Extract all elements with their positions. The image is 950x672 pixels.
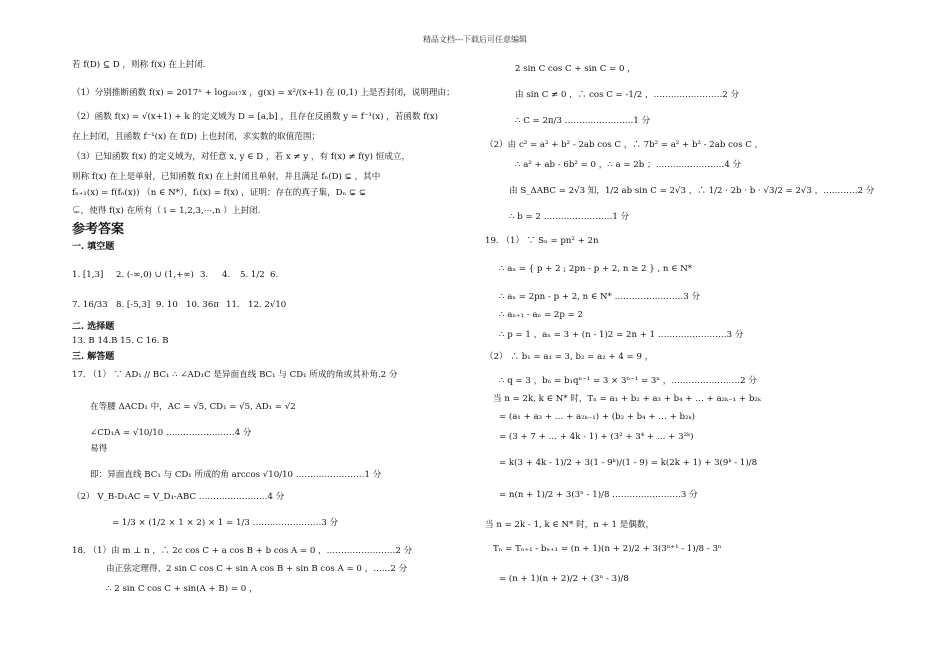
problem-line: （1）分别推断函数 f(x) = 2017ˣ + log₂₀₁₇x ，g(x) = x²/(x+1) 在 (0,1) 上是否封闭，说明理由； bbox=[72, 88, 455, 98]
solution-line: 当 n = 2k - 1, k ∈ N* 时，n + 1 是偶数， bbox=[485, 520, 655, 530]
fill-answer: 4. bbox=[222, 270, 231, 280]
solution-line: ∴ aₙ = { p + 2 ; 2pn - p + 2, n ≥ 2 } , n ∈ N* bbox=[499, 264, 693, 274]
fill-answer: 2. (-∞,0) ∪ (1,+∞) bbox=[116, 270, 194, 280]
section-heading: 一. 填空题 bbox=[72, 242, 115, 252]
solution-line: ∴ aₙ = 2pn - p + 2, n ∈ N* ……………………3 分 bbox=[499, 292, 701, 302]
solution-line: （2）由 c² = a² + b² - 2ab cos C ，∴ 7b² = a² + b² - 2ab cos C ， bbox=[485, 140, 764, 150]
fill-answer: 6. bbox=[270, 270, 279, 280]
solution-line: = n(n + 1)/2 + 3(3ⁿ - 1)/8 ……………………3 分 bbox=[499, 490, 698, 500]
solution-line: 易得 bbox=[90, 444, 108, 454]
problem-line: 在上封闭，且函数 f⁻¹(x) 在 f(D) 上也封闭，求实数的取值范围； bbox=[72, 132, 321, 142]
fill-answer: 5. 1/2 bbox=[240, 270, 265, 280]
solution-line: 由 sin C ≠ 0 ，∴ cos C = -1/2 ，……………………2 分 bbox=[515, 90, 740, 100]
solution-line: ∴ a² + ab - 6b² = 0 ，∴ a = 2b ；……………………4 分 bbox=[515, 160, 742, 170]
problem-line: 则称 f(x) 在上是单射，已知函数 f(x) 在上封闭且单射，并且满足 fₙ(D) ⊊ ，其中 bbox=[72, 172, 381, 182]
problem-line: （2）函数 f(x) = √(x+1) + k 的定义域为 D = [a,b] ，且存在反函数 y = f⁻¹(x) ，若函数 f(x) bbox=[72, 112, 439, 122]
solution-line: ∴ b = 2 ……………………1 分 bbox=[509, 212, 630, 222]
solution-line: 由正弦定理得，2 sin C cos C + sin A cos B + sin B cos A = 0 ，……2 分 bbox=[106, 564, 408, 574]
fill-answer: 8. [-5,3] bbox=[116, 300, 151, 310]
solution-line: = (3 + 7 + … + 4k - 1) + (3² + 3⁴ + … + 3²ᵏ) bbox=[499, 432, 694, 442]
solution-line: ∴ q = 3 ，bₙ = b₁qⁿ⁻¹ = 3 × 3ⁿ⁻¹ = 3ⁿ ，……………………2 分 bbox=[499, 376, 757, 386]
fill-answer: 9. 10 bbox=[156, 300, 178, 310]
solution-line: （2） V_B-D₁AC = V_D₁-ABC ……………………4 分 bbox=[72, 492, 285, 502]
solution-line: （2） ∴ b₁ = a₁ = 3, b₂ = a₂ + 4 = 9 ， bbox=[485, 352, 654, 362]
solution-line: ∴ p = 1 ，aₙ = 3 + (n - 1)2 = 2n + 1 ……………………3 分 bbox=[499, 330, 744, 340]
solution-line: = k(3 + 4k - 1)/2 + 3(1 - 9ᵏ)/(1 - 9) = k(2k + 1) + 3(9ᵏ - 1)/8 bbox=[499, 458, 758, 468]
solution-line: 2 sin C cos C + sin C = 0 ， bbox=[515, 64, 636, 74]
fill-answer: 11. bbox=[226, 300, 240, 310]
section-heading: 二. 选择题 bbox=[72, 322, 115, 332]
section-heading: 三. 解答题 bbox=[72, 352, 115, 362]
solution-line: ∠CD₁A = √10/10 ……………………4 分 bbox=[90, 428, 252, 438]
solution-line: 19. （1） ∵ Sₙ = pn² + 2n bbox=[485, 236, 599, 246]
fill-answer: 12. 2√10 bbox=[248, 300, 287, 310]
fill-answer: 10. 36π bbox=[186, 300, 219, 310]
solution-line: ∴ C = 2π/3 ……………………1 分 bbox=[515, 116, 651, 126]
fill-answer: 1. [1,3] bbox=[72, 270, 104, 280]
choice-answers: 13. B 14.B 15. C 16. B bbox=[72, 336, 169, 346]
solution-line: 即：异面直线 BC₁ 与 CD₁ 所成的角 arccos √10/10 ……………………1 分 bbox=[90, 470, 382, 480]
fill-answer: 7. 16/33 bbox=[72, 300, 108, 310]
solution-line: Tₙ = Tₙ₊₁ - bₙ₊₁ = (n + 1)(n + 2)/2 + 3(3ⁿ⁺¹ - 1)/8 - 3ⁿ bbox=[493, 544, 722, 554]
solution-line: = (a₁ + a₃ + … + a₂ₖ₋₁) + (b₂ + b₄ + … + b₂ₖ) bbox=[499, 412, 695, 422]
solution-line: ∴ 2 sin C cos C + sin(A + B) = 0 ， bbox=[106, 584, 258, 594]
solution-line: 17. （1） ∵ AD₁ // BC₁ ∴ ∠AD₁C 是异面直线 BC₁ 与 CD₁ 所成的角或其补角.2 分 bbox=[72, 370, 398, 380]
fill-answer: 3. bbox=[200, 270, 209, 280]
solution-line: = (n + 1)(n + 2)/2 + (3ⁿ - 3)/8 bbox=[499, 574, 629, 584]
problem-line: fₙ₊₁(x) = f(fₙ(x)) （n ∈ N*），f₁(x) = f(x) ，证明：存在的真子集，Dₙ ⊊ ⊊ bbox=[72, 188, 367, 198]
solution-line: 在等腰 ΔACD₁ 中，AC = √5, CD₁ = √5, AD₁ = √2 bbox=[90, 402, 296, 412]
solution-line: 当 n = 2k, k ∈ N* 时，Tₙ = a₁ + b₂ + a₃ + b₄ + … + a₂ₖ₋₁ + b₂ₖ bbox=[493, 394, 761, 404]
solution-line: 18. （1）由 m ⊥ n ，∴ 2c cos C + a cos B + b cos A = 0 ，……………………2 分 bbox=[72, 546, 413, 556]
solution-line: = 1/3 × (1/2 × 1 × 2) × 1 = 1/3 ……………………3 分 bbox=[112, 518, 339, 528]
solution-line: 由 S_ΔABC = 2√3 知，1/2 ab sin C = 2√3 ，∴ 1/2 · 2b · b · √3/2 = 2√3 ，…………2 分 bbox=[509, 186, 875, 196]
problem-line: ⊊，使得 f(x) 在所有（ i = 1,2,3,⋯,n ）上封闭. bbox=[72, 206, 261, 216]
page-header: 精品文档---下载后可任意编辑 bbox=[422, 35, 528, 44]
solution-line: ∴ aₙ₊₁ - aₙ = 2p = 2 bbox=[499, 310, 583, 320]
problem-line: （3）已知函数 f(x) 的定义域为，对任意 x, y ∈ D ，若 x ≠ y ，有 f(x) ≠ f(y) 恒成立， bbox=[72, 152, 411, 162]
answer-title: 参考答案 bbox=[72, 222, 125, 237]
problem-line: 若 f(D) ⊆ D ，则称 f(x) 在上封闭. bbox=[72, 60, 206, 70]
